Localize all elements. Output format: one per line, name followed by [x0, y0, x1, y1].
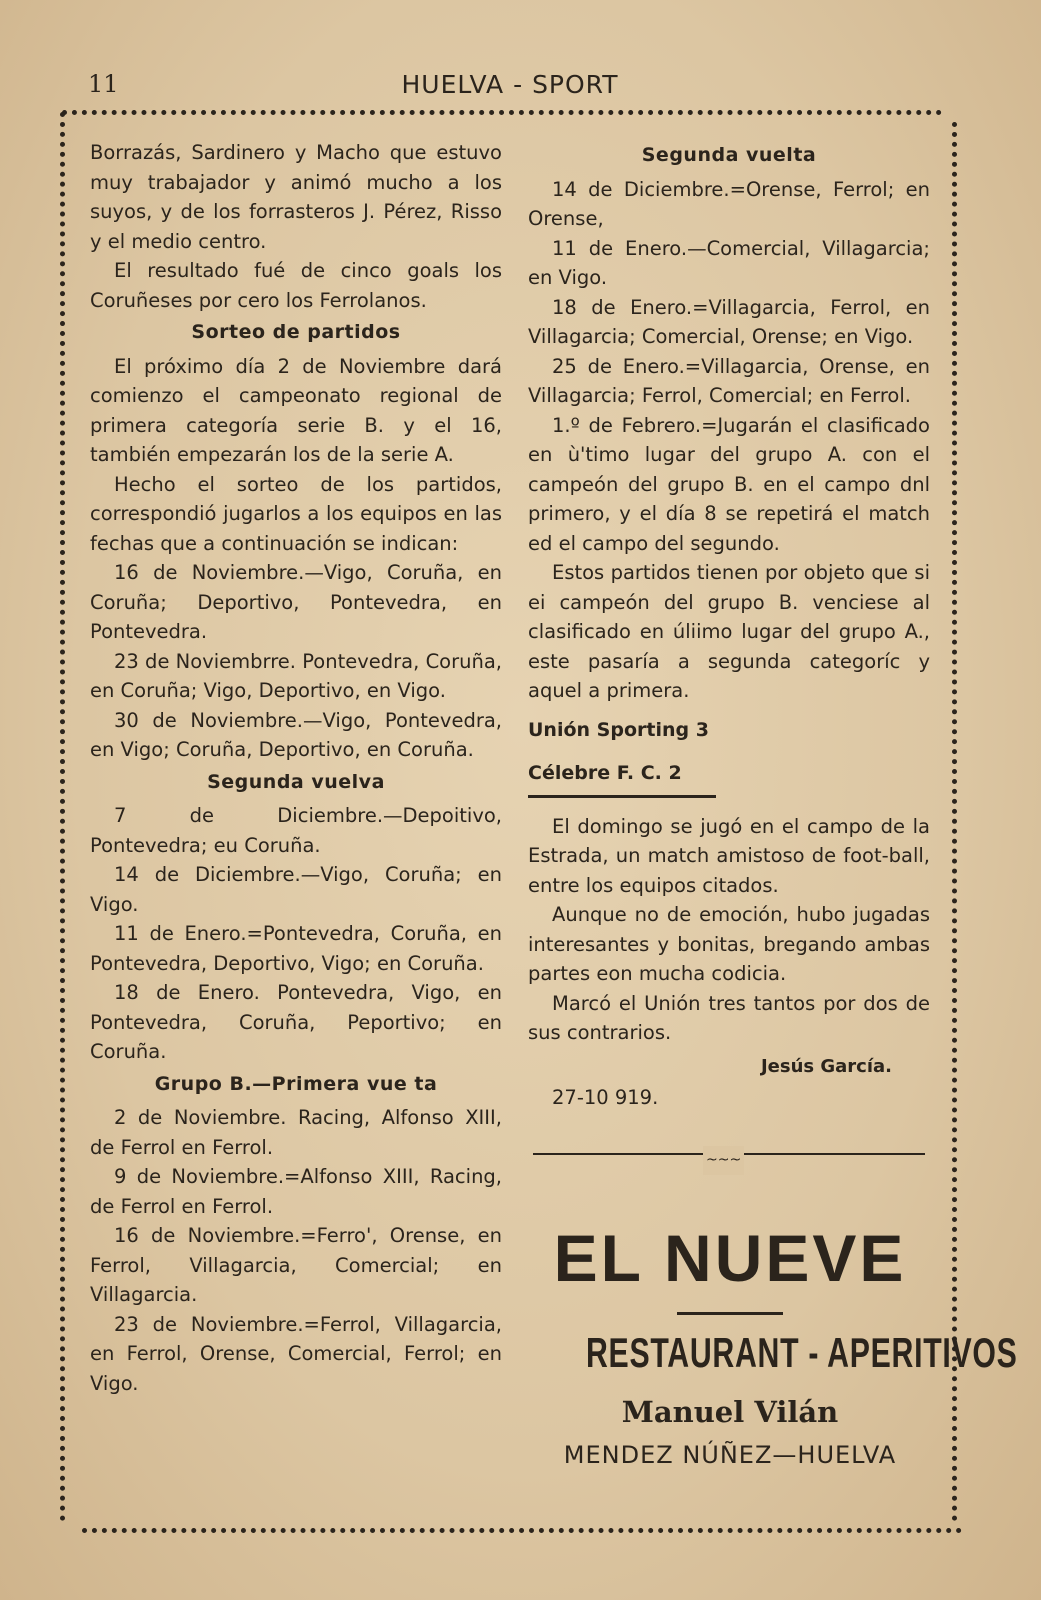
ornament-icon: ~~~	[703, 1146, 744, 1176]
article-paragraph: 30 de Noviembre.—Vigo, Pontevedra, en Vigo; Coruña, Deportivo, en Coruña.	[90, 708, 502, 761]
article-paragraph: 25 de Enero.=Villagarcia, Orense, en Villagarcia; Ferrol, Comercial; en Ferrol.	[528, 354, 930, 407]
ad-business-name: EL NUEVE	[553, 1221, 907, 1295]
left-column	[90, 138, 502, 1398]
article-paragraph: 14 de Diciembre.=Orense, Ferrol; en Orense,	[528, 177, 930, 230]
page-number: 11	[88, 70, 119, 98]
article-paragraph: El resultado fué de cinco goals los Coruñeses por cero los Ferrolanos.	[90, 259, 502, 312]
section-divider	[528, 795, 716, 798]
match-report-paragraph: Marcó el Unión tres tantos por dos de sus contrarios.	[528, 991, 930, 1044]
journal-title: HUELVA - SPORT	[401, 70, 619, 99]
article-paragraph: 9 de Noviembre.=Alfonso XIII, Racing, de Ferrol en Ferrol.	[90, 1165, 502, 1218]
article-paragraph: 7 de Diciembre.—Depoitivo, Pontevedra; eu Coruña.	[90, 804, 502, 857]
section-heading: Segunda vuelva	[207, 770, 385, 793]
right-column-articles	[528, 141, 930, 706]
right-column	[528, 138, 930, 1168]
decorative-border-bottom	[82, 1528, 962, 1533]
match-result-team2: Célebre F. C. 2	[528, 762, 682, 784]
article-paragraph: El próximo día 2 de Noviembre dará comienzo el campeonato regional de primera categoría serie B. y el 16, también empezarán los de la serie A.	[90, 354, 502, 466]
ad-owner: Manuel Vilán	[621, 1395, 839, 1429]
article-paragraph: 23 de Noviembrre. Pontevedra, Coruña, en Coruña; Vigo, Deportivo, en Vigo.	[90, 649, 502, 702]
article-paragraph: 18 de Enero. Pontevedra, Vigo, en Pontevedra, Coruña, Peportivo; en Coruña.	[90, 981, 502, 1063]
article-paragraph: Estos partidos tienen por objeto que si ei campeón del grupo B. venciese al clasificado en úliimo lugar del grupo A., este pasaría a segunda categoríc y aquel a primera.	[528, 561, 930, 702]
article-paragraph: 11 de Enero.—Comercial, Villagarcia; en Vigo.	[528, 236, 930, 289]
article-paragraph: 16 de Noviembre.—Vigo, Coruña, en Coruña; Deportivo, Pontevedra, en Pontevedra.	[90, 561, 502, 643]
advertisement	[530, 1220, 1018, 1469]
article-paragraph: 14 de Diciembre.—Vigo, Coruña; en Vigo.	[90, 863, 502, 916]
article-paragraph: Borrazás, Sardinero y Macho que estuvo muy trabajador y animó mucho a los suyos, y de los forrasteros J. Pérez, Risso y el medio centro.	[90, 141, 502, 253]
page-header	[80, 66, 940, 106]
match-result-team1: Unión Sporting 3	[528, 718, 709, 741]
ad-address: MENDEZ NÚÑEZ—HUELVA	[563, 1441, 897, 1469]
article-paragraph: 18 de Enero.=Villagarcia, Ferrol, en Villagarcia; Comercial, Orense; en Vigo.	[528, 295, 930, 348]
decorative-border-left	[60, 112, 65, 1522]
section-heading: Sorteo de partidos	[191, 321, 401, 343]
article-paragraph: 16 de Noviembre.=Ferro', Orense, en Ferrol, Villagarcia, Comercial; en Villagarcia.	[90, 1224, 502, 1306]
section-heading: Segunda vuelta	[641, 144, 817, 166]
section-heading: Grupo B.—Primera vue ta	[154, 1072, 438, 1095]
article-paragraph: Hecho el sorteo de los partidos, correspondió jugarlos a los equipos en las fechas que a continuación se indican:	[90, 472, 502, 555]
match-report-paragraph: El domingo se jugó en el campo de la Estrada, un match amistoso de foot-ball, entre los equipos citados.	[528, 814, 930, 897]
article-paragraph: 23 de Noviembre.=Ferrol, Villagarcia, en Ferrol, Orense, Comercial, Ferrol; en Vigo.	[90, 1312, 502, 1395]
decorative-border-right	[952, 122, 957, 1522]
match-report-paragraph: Aunque no de emoción, hubo jugadas interesantes y bonitas, bregando ambas partes eon mucha codicia.	[528, 903, 930, 985]
ad-divider	[533, 1151, 925, 1168]
article-paragraph: 1.º de Febrero.=Jugarán el clasificado en ù'timo lugar del grupo A. con el campeón del grupo B. en el campo dnl primero, y el día 8 se repetirá el match ed el campo del segundo.	[528, 413, 930, 555]
author-signature: Jesús García.	[760, 1055, 892, 1077]
ad-business-type: RESTAURANT - APERITIVOS	[586, 1329, 1018, 1376]
article-paragraph: 2 de Noviembre. Racing, Alfonso XIII, de Ferrol en Ferrol.	[90, 1106, 502, 1159]
ad-rule	[677, 1312, 783, 1315]
article-date: 27-10 919.	[552, 1086, 659, 1109]
article-paragraph: 11 de Enero.=Pontevedra, Coruña, en Pontevedra, Deportivo, Vigo; en Coruña.	[90, 922, 502, 975]
decorative-border-top	[62, 110, 942, 115]
